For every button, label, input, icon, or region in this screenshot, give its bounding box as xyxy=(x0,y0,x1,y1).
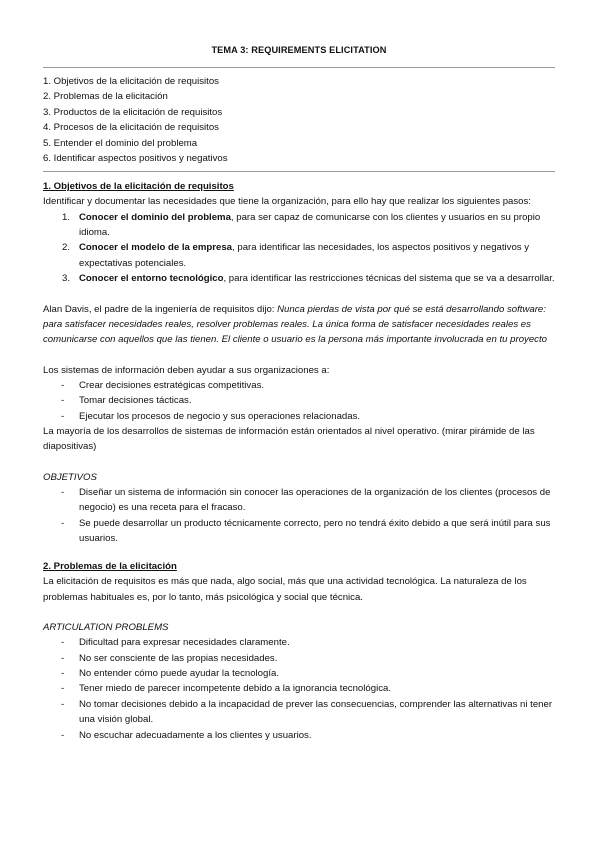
divider xyxy=(43,67,555,68)
document-title: TEMA 3: REQUIREMENTS ELICITATION xyxy=(211,45,387,55)
toc-item: 5. Entender el dominio del problema xyxy=(43,137,198,149)
list-item: - No ser consciente de las propias necesidades. xyxy=(61,652,278,664)
list-item: 3. Conocer el entorno tecnológico, para identificar las restricciones técnicas del sistema que se va a desarrollar. xyxy=(62,273,555,285)
paragraph: Identificar y documentar las necesidades que tiene la organización, para ello hay que realizar los siguientes pasos: xyxy=(43,196,531,208)
list-item: - No escuchar adecuadamente a los clientes y usuarios. xyxy=(61,729,312,741)
divider xyxy=(43,171,555,172)
subsection-label: ARTICULATION PROBLEMS xyxy=(43,622,169,633)
list-item: - Crear decisiones estratégicas competitivas. xyxy=(61,379,265,391)
toc-item: 6. Identificar aspectos positivos y negativos xyxy=(43,152,228,164)
dash-list xyxy=(43,485,555,547)
subsection-label: OBJETIVOS xyxy=(43,471,97,483)
list-item: - Diseñar un sistema de información sin conocer las operaciones de la organización de los clientes (procesos de negocio) es una receta para el fracaso. xyxy=(61,486,551,514)
toc-item: 3. Productos de la elicitación de requisitos xyxy=(43,106,223,118)
list-item: - Tener miedo de parecer incompetente debido a la ignorancia tecnológica. xyxy=(61,683,391,695)
dash-list xyxy=(43,635,555,743)
numbered-list xyxy=(43,210,555,287)
paragraph: Los sistemas de información deben ayudar a sus organizaciones a: xyxy=(43,364,330,376)
paragraph: La mayoría de los desarrollos de sistemas de información están orientados al nivel operativo. (mirar pirámide de las diapositivas) xyxy=(43,425,535,453)
toc-item: 4. Procesos de la elicitación de requisitos xyxy=(43,122,219,134)
dash-list xyxy=(43,378,555,424)
list-item: 2. Conocer el modelo de la empresa, para identificar las necesidades, los aspectos positivos y negativos y expectativas potenciales. xyxy=(62,242,530,269)
list-item: - No entender cómo puede ayudar la tecnología. xyxy=(61,668,280,680)
quote-paragraph: Alan Davis, el padre de la ingeniería de requisitos dijo: Nunca pierdas de vista por qué se está desarrollando software: para satisfacer necesidades reales, resolver problemas reales. La única forma de satisfacer necesidades reales es comunicarse con aquellos que las tienen. El cliente o usuario es la persona más importante involucrada en tu proyecto xyxy=(43,303,547,346)
section-heading: 1. Objetivos de la elicitación de requisitos xyxy=(43,181,234,193)
list-item: - Ejecutar los procesos de negocio y sus operaciones relacionadas. xyxy=(61,410,361,422)
toc-item: 2. Problemas de la elicitación xyxy=(43,91,168,103)
toc-item: 1. Objetivos de la elicitación de requisitos xyxy=(43,76,219,87)
table-of-contents xyxy=(43,74,555,166)
list-item: - Dificultad para expresar necesidades claramente. xyxy=(61,637,290,649)
paragraph: La elicitación de requisitos es más que nada, algo social, más que una actividad tecnológica. La naturaleza de los problemas habituales es, por lo tanto, más psicológica y social que técnica. xyxy=(43,576,527,603)
list-item: - Tomar decisiones tácticas. xyxy=(61,395,192,407)
list-item: 1. Conocer el dominio del problema, para ser capaz de comunicarse con los clientes y usuarios en su propio idioma. xyxy=(62,211,541,238)
list-item: - No tomar decisiones debido a la incapacidad de prever las consecuencias, comprender las alternativas ni tener una visión global. xyxy=(61,698,553,726)
list-item: - Se puede desarrollar un producto técnicamente correcto, pero no tendrá éxito debido a que será inútil para sus usuarios. xyxy=(61,517,551,544)
section-heading: 2. Problemas de la elicitación xyxy=(43,561,177,573)
document-page xyxy=(43,0,555,743)
